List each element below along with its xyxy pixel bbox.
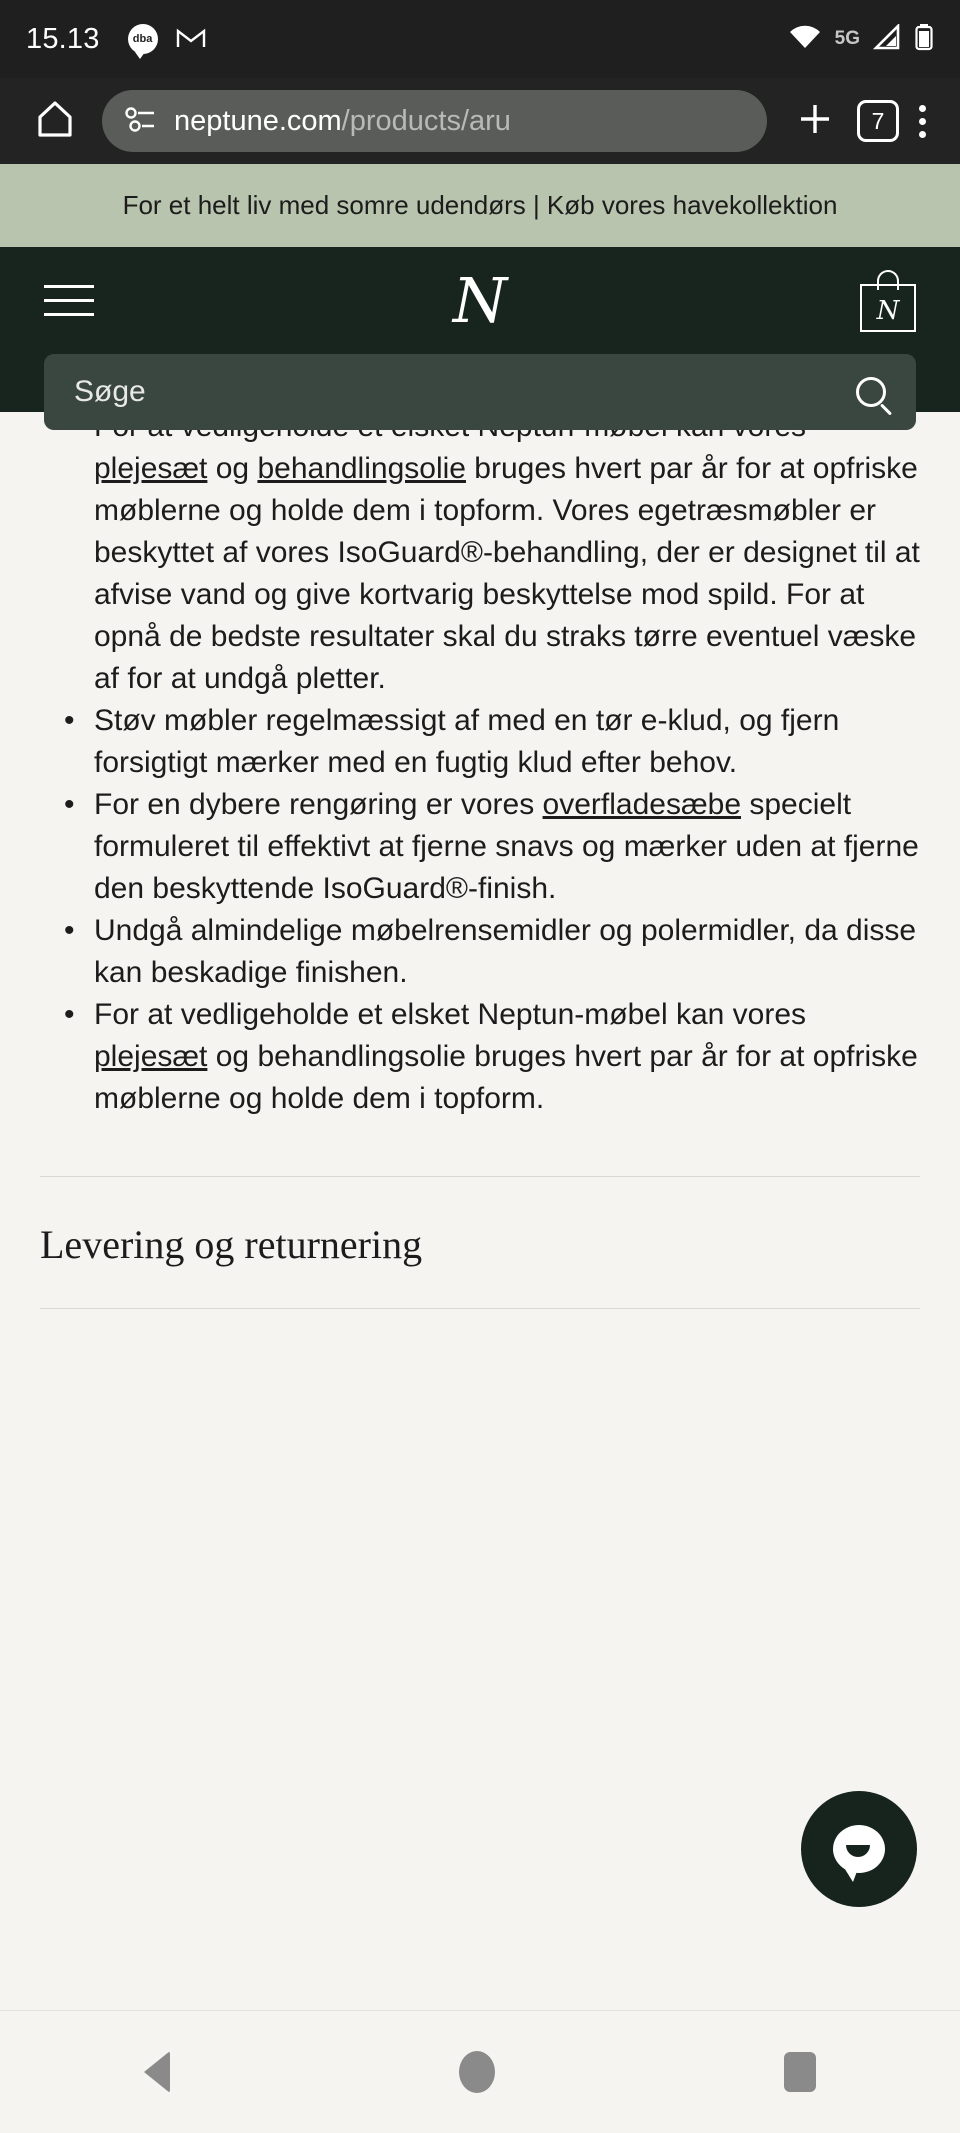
chat-bubble-icon xyxy=(833,1825,885,1873)
url-domain: neptune.com xyxy=(174,104,342,137)
care-list-link[interactable]: plejesæt xyxy=(94,1040,208,1073)
network-type-label: 5G xyxy=(834,28,860,49)
care-list-item xyxy=(40,784,920,910)
search-row xyxy=(0,354,960,430)
care-list-item xyxy=(40,910,920,994)
home-button[interactable] xyxy=(459,2051,495,2093)
section-divider-bottom xyxy=(40,1308,920,1309)
care-list-text: specielt formuleret til effektivt at fjerne snavs og mærker uden at fjerne den beskyttende IsoGuard®-finish. xyxy=(94,788,919,905)
home-icon[interactable] xyxy=(22,99,88,144)
care-list-link[interactable]: overfladesæbe xyxy=(542,788,742,821)
site-header-top-row xyxy=(0,247,960,354)
android-navigation-bar xyxy=(0,2010,960,2133)
tab-switcher-button[interactable]: 7 xyxy=(857,100,899,142)
bag-logo-letter: N xyxy=(876,295,900,326)
new-tab-button[interactable] xyxy=(781,99,849,144)
care-list-link[interactable]: behandlingsolie xyxy=(257,452,466,485)
battery-icon xyxy=(914,23,934,56)
brand-logo[interactable]: N xyxy=(452,263,508,337)
care-list-text: Støv møbler regelmæssigt af med en tør e-klud, og fjern forsigtigt mærker med en fugtig klud efter behov. xyxy=(94,704,840,779)
search-placeholder: Søge xyxy=(74,375,146,408)
android-status-bar xyxy=(0,0,960,78)
promo-banner[interactable] xyxy=(0,164,960,247)
hamburger-menu-icon[interactable] xyxy=(44,285,94,316)
page-content xyxy=(0,400,960,2010)
overflow-menu-icon[interactable] xyxy=(907,105,938,138)
care-list-link[interactable]: plejesæt xyxy=(94,452,208,485)
care-list-item xyxy=(40,406,920,700)
search-input[interactable] xyxy=(44,354,916,430)
care-list-text: og xyxy=(207,452,258,485)
care-list-text: bruges hvert par år for at opfriske møblerne og holde dem i topform. Vores egetræsmøbler er beskyttet af vores IsoGuard®-behandling, der er designet til at afvise vand og give kortvarig beskyttelse mod spild. For at opnå de bedste resultater skal du straks tørre eventuel væske af for at undgå pletter. xyxy=(94,452,920,695)
care-list-text: For at vedligeholde et elsket Neptun-møbel kan vores xyxy=(94,998,807,1031)
chat-bubble-mouth xyxy=(846,1845,870,1857)
search-icon[interactable] xyxy=(856,377,886,407)
care-list-item xyxy=(40,700,920,784)
address-bar-text xyxy=(174,105,511,138)
care-instructions-list xyxy=(40,406,920,1120)
status-clock: 15.13 xyxy=(26,22,100,55)
care-list-text: For en dybere rengøring er vores xyxy=(94,788,543,821)
status-system-icons xyxy=(788,23,934,56)
browser-toolbar xyxy=(0,78,960,164)
back-button[interactable] xyxy=(144,2051,170,2093)
status-notification-icons xyxy=(128,24,206,54)
page-info-icon[interactable] xyxy=(124,105,158,138)
cellular-signal-icon xyxy=(873,24,901,55)
address-bar[interactable] xyxy=(102,90,767,152)
care-list-text: og behandlingsolie bruges hvert par år for at opfriske møblerne og holde dem i topform. xyxy=(94,1040,918,1115)
shopping-bag-icon[interactable] xyxy=(860,270,916,332)
chat-widget-button[interactable] xyxy=(801,1791,917,1907)
url-path: /products/aru xyxy=(341,104,511,137)
promo-banner-text: For et helt liv med somre udendørs | Køb vores havekollektion xyxy=(122,190,838,220)
gmail-notification-icon xyxy=(176,25,206,54)
care-list-text: Undgå almindelige møbelrensemidler og polermidler, da disse kan beskadige finishen. xyxy=(94,914,917,989)
care-list-item xyxy=(40,994,920,1120)
dba-notification-icon: dba xyxy=(128,24,158,54)
site-header xyxy=(0,247,960,412)
section-heading-levering[interactable]: Levering og returnering xyxy=(40,1222,423,1267)
recent-apps-button[interactable] xyxy=(784,2052,816,2092)
wifi-icon xyxy=(788,24,822,55)
